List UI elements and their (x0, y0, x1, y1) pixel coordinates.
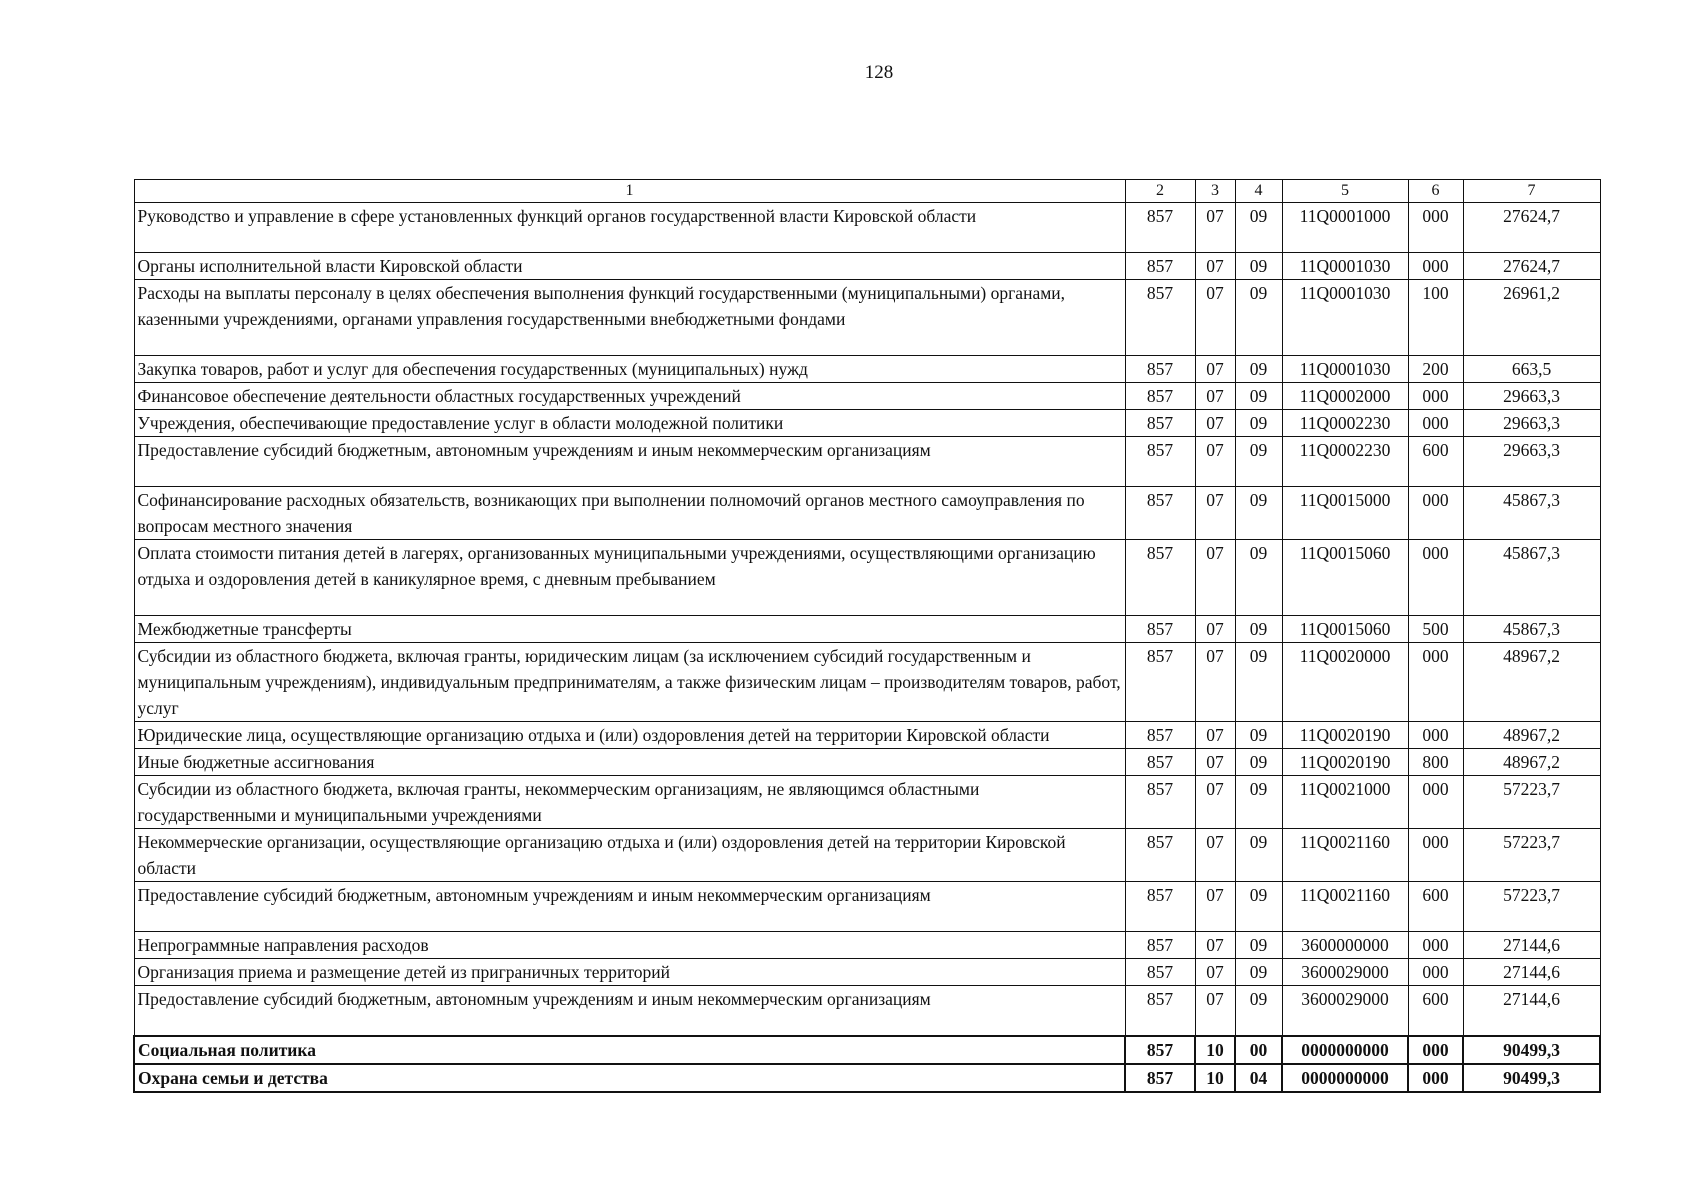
table-row (134, 203, 1600, 253)
ministry-code-cell: 857 (1125, 437, 1195, 487)
table-row (134, 487, 1600, 540)
expense-name-cell: Охрана семьи и детства (134, 1064, 1125, 1092)
expense-name-cell: Иные бюджетные ассигнования (134, 749, 1125, 776)
subsection-code-cell: 09 (1235, 437, 1282, 487)
subsection-code-cell: 09 (1235, 882, 1282, 932)
expense-type-cell: 000 (1408, 1064, 1463, 1092)
section-code-cell: 07 (1195, 280, 1235, 356)
amount-cell: 27624,7 (1463, 253, 1600, 280)
subsection-code-cell: 09 (1235, 959, 1282, 986)
ministry-code-cell: 857 (1125, 253, 1195, 280)
target-article-cell: 11Q0002000 (1282, 383, 1408, 410)
subsection-code-cell: 09 (1235, 829, 1282, 882)
section-code-cell: 07 (1195, 882, 1235, 932)
amount-cell: 663,5 (1463, 356, 1600, 383)
section-code-cell: 07 (1195, 356, 1235, 383)
subsection-code-cell: 09 (1235, 722, 1282, 749)
amount-cell: 27624,7 (1463, 203, 1600, 253)
subsection-code-cell: 09 (1235, 356, 1282, 383)
expense-type-cell: 000 (1408, 410, 1463, 437)
table-row (134, 722, 1600, 749)
target-article-cell: 11Q0001030 (1282, 356, 1408, 383)
ministry-code-cell: 857 (1125, 776, 1195, 829)
ministry-code-cell: 857 (1125, 749, 1195, 776)
section-code-cell: 10 (1195, 1036, 1235, 1064)
expense-name-cell: Субсидии из областного бюджета, включая гранты, некоммерческим организациям, не являющимся областными государственными и муниципальными учреждениями (134, 776, 1125, 829)
expense-type-cell: 100 (1408, 280, 1463, 356)
table-row (134, 1036, 1600, 1064)
ministry-code-cell: 857 (1125, 932, 1195, 959)
column-header-3: 3 (1195, 180, 1235, 203)
column-header-2: 2 (1125, 180, 1195, 203)
subsection-code-cell: 04 (1235, 1064, 1282, 1092)
expense-type-cell: 000 (1408, 383, 1463, 410)
table-row (134, 932, 1600, 959)
amount-cell: 90499,3 (1463, 1064, 1600, 1092)
ministry-code-cell: 857 (1125, 616, 1195, 643)
target-article-cell: 11Q0020190 (1282, 722, 1408, 749)
target-article-cell: 3600029000 (1282, 959, 1408, 986)
expense-name-cell: Предоставление субсидий бюджетным, автономным учреждениям и иным некоммерческим организациям (134, 986, 1125, 1036)
subsection-code-cell: 00 (1235, 1036, 1282, 1064)
amount-cell: 48967,2 (1463, 749, 1600, 776)
expense-name-cell: Межбюджетные трансферты (134, 616, 1125, 643)
subsection-code-cell: 09 (1235, 749, 1282, 776)
section-code-cell: 07 (1195, 829, 1235, 882)
budget-table (133, 179, 1601, 1093)
amount-cell: 57223,7 (1463, 882, 1600, 932)
subsection-code-cell: 09 (1235, 203, 1282, 253)
expense-name-cell: Социальная политика (134, 1036, 1125, 1064)
amount-cell: 29663,3 (1463, 410, 1600, 437)
subsection-code-cell: 09 (1235, 253, 1282, 280)
section-code-cell: 07 (1195, 959, 1235, 986)
expense-type-cell: 000 (1408, 487, 1463, 540)
expense-type-cell: 000 (1408, 829, 1463, 882)
expense-type-cell: 000 (1408, 203, 1463, 253)
section-code-cell: 07 (1195, 540, 1235, 616)
target-article-cell: 11Q0020190 (1282, 749, 1408, 776)
ministry-code-cell: 857 (1125, 410, 1195, 437)
expense-type-cell: 600 (1408, 437, 1463, 487)
expense-name-cell: Предоставление субсидий бюджетным, автономным учреждениям и иным некоммерческим организациям (134, 437, 1125, 487)
section-code-cell: 07 (1195, 487, 1235, 540)
ministry-code-cell: 857 (1125, 986, 1195, 1036)
table-row (134, 643, 1600, 722)
table-row (134, 356, 1600, 383)
target-article-cell: 11Q0015000 (1282, 487, 1408, 540)
section-code-cell: 07 (1195, 749, 1235, 776)
subsection-code-cell: 09 (1235, 986, 1282, 1036)
expense-name-cell: Непрограммные направления расходов (134, 932, 1125, 959)
expense-name-cell: Закупка товаров, работ и услуг для обеспечения государственных (муниципальных) нужд (134, 356, 1125, 383)
section-code-cell: 07 (1195, 410, 1235, 437)
amount-cell: 29663,3 (1463, 437, 1600, 487)
amount-cell: 27144,6 (1463, 932, 1600, 959)
table-row (134, 410, 1600, 437)
amount-cell: 48967,2 (1463, 722, 1600, 749)
expense-type-cell: 000 (1408, 722, 1463, 749)
expense-type-cell: 600 (1408, 986, 1463, 1036)
target-article-cell: 11Q0021160 (1282, 882, 1408, 932)
target-article-cell: 11Q0015060 (1282, 616, 1408, 643)
table-row (134, 616, 1600, 643)
ministry-code-cell: 857 (1125, 203, 1195, 253)
subsection-code-cell: 09 (1235, 280, 1282, 356)
expense-name-cell: Организация приема и размещение детей из приграничных территорий (134, 959, 1125, 986)
subsection-code-cell: 09 (1235, 932, 1282, 959)
amount-cell: 45867,3 (1463, 540, 1600, 616)
expense-name-cell: Органы исполнительной власти Кировской области (134, 253, 1125, 280)
subsection-code-cell: 09 (1235, 540, 1282, 616)
expense-type-cell: 000 (1408, 932, 1463, 959)
subsection-code-cell: 09 (1235, 643, 1282, 722)
expense-name-cell: Финансовое обеспечение деятельности областных государственных учреждений (134, 383, 1125, 410)
expense-name-cell: Субсидии из областного бюджета, включая гранты, юридическим лицам (за исключением субсидий государственным и муниципальным учреждениям), индивидуальным предпринимателям, а также физическим лицам – производителям товаров, работ, услуг (134, 643, 1125, 722)
section-code-cell: 07 (1195, 932, 1235, 959)
expense-name-cell: Предоставление субсидий бюджетным, автономным учреждениям и иным некоммерческим организациям (134, 882, 1125, 932)
expense-type-cell: 000 (1408, 253, 1463, 280)
target-article-cell: 11Q0001000 (1282, 203, 1408, 253)
target-article-cell: 11Q0002230 (1282, 437, 1408, 487)
table-row (134, 437, 1600, 487)
amount-cell: 90499,3 (1463, 1036, 1600, 1064)
target-article-cell: 11Q0001030 (1282, 280, 1408, 356)
table-row (134, 540, 1600, 616)
expense-type-cell: 800 (1408, 749, 1463, 776)
expense-type-cell: 000 (1408, 643, 1463, 722)
expense-name-cell: Юридические лица, осуществляющие организацию отдыха и (или) оздоровления детей на территории Кировской области (134, 722, 1125, 749)
section-code-cell: 07 (1195, 253, 1235, 280)
amount-cell: 57223,7 (1463, 776, 1600, 829)
section-code-cell: 07 (1195, 203, 1235, 253)
amount-cell: 27144,6 (1463, 959, 1600, 986)
ministry-code-cell: 857 (1125, 540, 1195, 616)
column-header-6: 6 (1408, 180, 1463, 203)
ministry-code-cell: 857 (1125, 643, 1195, 722)
amount-cell: 57223,7 (1463, 829, 1600, 882)
ministry-code-cell: 857 (1125, 1064, 1195, 1092)
expense-name-cell: Софинансирование расходных обязательств, возникающих при выполнении полномочий органов местного самоуправления по вопросам местного значения (134, 487, 1125, 540)
ministry-code-cell: 857 (1125, 356, 1195, 383)
expense-type-cell: 200 (1408, 356, 1463, 383)
column-header-4: 4 (1235, 180, 1282, 203)
target-article-cell: 11Q0001030 (1282, 253, 1408, 280)
expense-type-cell: 600 (1408, 882, 1463, 932)
target-article-cell: 3600029000 (1282, 986, 1408, 1036)
table-row (134, 749, 1600, 776)
target-article-cell: 0000000000 (1282, 1064, 1408, 1092)
expense-name-cell: Оплата стоимости питания детей в лагерях, организованных муниципальными учреждениями, осуществляющими организацию отдыха и оздоровления детей в каникулярное время, с дневным пребыванием (134, 540, 1125, 616)
target-article-cell: 11Q0002230 (1282, 410, 1408, 437)
target-article-cell: 3600000000 (1282, 932, 1408, 959)
target-article-cell: 11Q0015060 (1282, 540, 1408, 616)
expense-type-cell: 000 (1408, 1036, 1463, 1064)
subsection-code-cell: 09 (1235, 487, 1282, 540)
column-number-header-row (134, 180, 1600, 203)
ministry-code-cell: 857 (1125, 487, 1195, 540)
subsection-code-cell: 09 (1235, 383, 1282, 410)
expense-name-cell: Расходы на выплаты персоналу в целях обеспечения выполнения функций государственными (муниципальными) органами, казенными учреждениями, органами управления государственными внебюджетными фондами (134, 280, 1125, 356)
ministry-code-cell: 857 (1125, 280, 1195, 356)
section-code-cell: 07 (1195, 986, 1235, 1036)
expense-type-cell: 500 (1408, 616, 1463, 643)
expense-name-cell: Руководство и управление в сфере установленных функций органов государственной власти Кировской области (134, 203, 1125, 253)
table-row (134, 829, 1600, 882)
amount-cell: 45867,3 (1463, 487, 1600, 540)
ministry-code-cell: 857 (1125, 829, 1195, 882)
section-code-cell: 07 (1195, 383, 1235, 410)
table-row (134, 280, 1600, 356)
target-article-cell: 11Q0020000 (1282, 643, 1408, 722)
expense-name-cell: Учреждения, обеспечивающие предоставление услуг в области молодежной политики (134, 410, 1125, 437)
table-row (134, 383, 1600, 410)
ministry-code-cell: 857 (1125, 722, 1195, 749)
ministry-code-cell: 857 (1125, 1036, 1195, 1064)
amount-cell: 48967,2 (1463, 643, 1600, 722)
ministry-code-cell: 857 (1125, 882, 1195, 932)
expense-type-cell: 000 (1408, 540, 1463, 616)
ministry-code-cell: 857 (1125, 383, 1195, 410)
target-article-cell: 11Q0021000 (1282, 776, 1408, 829)
section-code-cell: 07 (1195, 776, 1235, 829)
column-header-7: 7 (1463, 180, 1600, 203)
subsection-code-cell: 09 (1235, 410, 1282, 437)
table-row (134, 986, 1600, 1036)
table-body (134, 203, 1600, 1092)
section-code-cell: 07 (1195, 616, 1235, 643)
subsection-code-cell: 09 (1235, 616, 1282, 643)
section-code-cell: 10 (1195, 1064, 1235, 1092)
table-row (134, 959, 1600, 986)
amount-cell: 27144,6 (1463, 986, 1600, 1036)
table-row (134, 882, 1600, 932)
amount-cell: 26961,2 (1463, 280, 1600, 356)
section-code-cell: 07 (1195, 643, 1235, 722)
expense-name-cell: Некоммерческие организации, осуществляющие организацию отдыха и (или) оздоровления детей на территории Кировской области (134, 829, 1125, 882)
column-header-1: 1 (134, 180, 1125, 203)
section-code-cell: 07 (1195, 437, 1235, 487)
expense-type-cell: 000 (1408, 776, 1463, 829)
subsection-code-cell: 09 (1235, 776, 1282, 829)
section-code-cell: 07 (1195, 722, 1235, 749)
amount-cell: 45867,3 (1463, 616, 1600, 643)
table-row (134, 776, 1600, 829)
column-header-5: 5 (1282, 180, 1408, 203)
ministry-code-cell: 857 (1125, 959, 1195, 986)
page-number: 128 (864, 62, 894, 83)
expense-type-cell: 000 (1408, 959, 1463, 986)
amount-cell: 29663,3 (1463, 383, 1600, 410)
table-row (134, 1064, 1600, 1092)
table-row (134, 253, 1600, 280)
target-article-cell: 0000000000 (1282, 1036, 1408, 1064)
target-article-cell: 11Q0021160 (1282, 829, 1408, 882)
